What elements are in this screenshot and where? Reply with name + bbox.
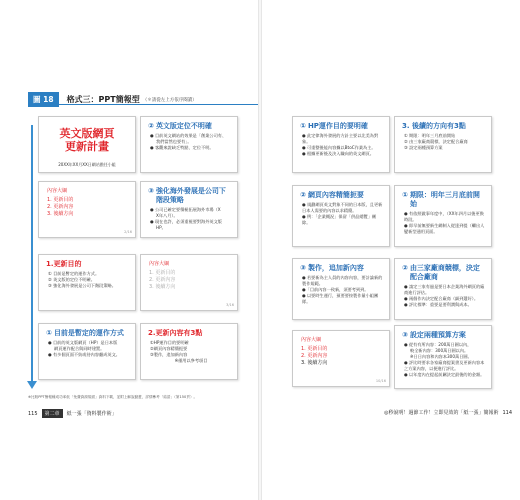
toc-item: 3. 後續方向 bbox=[47, 211, 74, 217]
slide-produce bbox=[292, 258, 390, 320]
slide-heading bbox=[141, 324, 237, 340]
bullet: ● 目前英文網站的效果是「創業公司有、 bbox=[150, 133, 227, 138]
bullet: ● 兩個作內決定配合廠商（細到選好）。 bbox=[404, 296, 479, 301]
slide-hp-purpose bbox=[292, 116, 390, 173]
slide-body bbox=[141, 133, 237, 151]
bullet: ● 目前的英文版網頁（HP）是日本版 bbox=[48, 340, 118, 345]
slide-number-circle: ③ bbox=[148, 187, 154, 195]
bullet: ● 現在也許，必須重視要對海外英文版 bbox=[150, 219, 222, 224]
slide-title: 期限：明年三月底前開始 bbox=[409, 191, 480, 208]
slide-toc bbox=[140, 254, 238, 311]
reading-order-arrow bbox=[31, 125, 33, 383]
figure-title: 格式三：PPT簡報型 bbox=[66, 95, 140, 104]
slide-budget bbox=[394, 325, 492, 389]
slide-body bbox=[293, 202, 389, 226]
page-number-left: 115 bbox=[28, 410, 38, 417]
toc-item: 2. 更新內容 bbox=[301, 353, 328, 359]
slide-heading bbox=[395, 117, 491, 133]
slide-title: 2.更新內容有3點 bbox=[148, 329, 203, 337]
slide-heading bbox=[395, 326, 491, 342]
bullet-cont: X年八月）。 bbox=[156, 213, 178, 218]
slide-number-circle: ① bbox=[300, 122, 306, 130]
slide-deadline bbox=[394, 185, 492, 247]
slide-temporary bbox=[38, 323, 136, 380]
left-page bbox=[0, 0, 258, 500]
slide-body bbox=[39, 340, 135, 358]
left-footer bbox=[28, 409, 117, 418]
bullet: ①HP運作目的要明確 bbox=[150, 340, 189, 345]
slide-page-number: 2/16 bbox=[124, 230, 132, 234]
slide-title: 設定兩種預算方案 bbox=[409, 331, 466, 339]
slide-heading bbox=[293, 186, 389, 202]
toc-item: 1. 更新目的 bbox=[301, 346, 328, 352]
book-title: ◎秒說明！過節工作！立即見效的「紙一張」簡報術 bbox=[384, 410, 499, 416]
figure-note: （＊請從左上方依序閱讀） bbox=[142, 97, 197, 103]
toc-item: 2. 更新內容 bbox=[149, 277, 176, 283]
toc-item: 2. 更新內容 bbox=[47, 204, 74, 210]
bullet: ● 以年度內在提起前屬決定最後的的金額。 bbox=[404, 372, 485, 377]
figure-badge: 圖 18 bbox=[28, 92, 59, 107]
bullet-cont: HP。 bbox=[156, 225, 166, 230]
slide-toc bbox=[292, 330, 390, 387]
bullet: ② 英文版的定位不明確。 bbox=[48, 277, 95, 282]
toc-title: 內容大綱 bbox=[149, 261, 170, 267]
slide-page-number: 10/16 bbox=[375, 379, 386, 383]
chapter-title: 紙一張「資料製作術」 bbox=[66, 411, 117, 417]
slide-heading bbox=[293, 117, 389, 133]
slide-title: 1.更新目的 bbox=[46, 260, 82, 268]
bullet: ① 目前是暫定的運作方式。 bbox=[48, 271, 100, 276]
slide-strengthen bbox=[140, 181, 238, 238]
bullet: ② 由三家廠商競標，決定配合廠商 bbox=[404, 139, 468, 144]
bullet: ● 根據更新後及決入職向的英文網頁。 bbox=[302, 151, 374, 156]
slide-purpose bbox=[38, 254, 136, 311]
bullet-note: ※日日內容和內容本300萬日圓。 bbox=[410, 354, 472, 359]
bullet: ① 期限：明年三月底前開始 bbox=[404, 133, 456, 138]
slide-body bbox=[39, 271, 135, 289]
bullet: ● 例：「企業概況」保留「供品總覽」刪除。 bbox=[302, 214, 377, 225]
slide-number-circle: ③ bbox=[402, 331, 408, 339]
slide-heading bbox=[293, 259, 389, 275]
bullet: ● 從有有所內容：200萬日圓以內， bbox=[404, 342, 472, 347]
right-page bbox=[262, 0, 520, 500]
figure-rule bbox=[28, 104, 258, 105]
slide-body bbox=[293, 275, 389, 305]
page-number-right: 114 bbox=[502, 409, 512, 416]
cover-date: 20XX年XX月XX日網站擔任小組 bbox=[58, 162, 116, 167]
toc-title: 內容大綱 bbox=[47, 188, 68, 194]
slide-heading bbox=[39, 324, 135, 340]
slide-body bbox=[141, 340, 237, 364]
slide-number-circle: ② bbox=[300, 191, 306, 199]
toc-item: 3. 後續方向 bbox=[149, 284, 176, 290]
slide-english-problem bbox=[140, 116, 238, 173]
slide-title: 製作，追加新內容 bbox=[307, 264, 364, 272]
cover-title-line1: 英文版網頁 bbox=[59, 127, 115, 140]
bullet-cont: 網頁運作配合與同時建置。 bbox=[54, 346, 105, 351]
slide-direction bbox=[394, 116, 492, 173]
slide-title: 英文版定位不明確 bbox=[155, 122, 212, 130]
slide-body bbox=[395, 133, 491, 151]
chapter-label: 第二章 bbox=[42, 409, 63, 418]
bullet: ● 規劃網頁英文對象不同的日本版，且更新日本人需要的內容以求精簡。 bbox=[302, 202, 383, 213]
slide-body bbox=[395, 342, 491, 378]
slide-title: 網頁內容精簡扼要 bbox=[307, 191, 364, 199]
bullet: ③ 設定兩種預算方案 bbox=[404, 145, 443, 150]
slide-heading bbox=[141, 117, 237, 133]
slide-heading bbox=[395, 259, 491, 284]
arrow-down-icon bbox=[27, 381, 37, 389]
toc-item: 3. 後續方向 bbox=[301, 360, 328, 366]
bullet: ● 請定三家有過是要日本企業海外網頁的廠商進行評估。 bbox=[404, 284, 485, 295]
slide-title: 強化海外發展是公司下階段策略 bbox=[155, 187, 226, 204]
slide-body bbox=[395, 211, 491, 235]
bullet: ● 此定律海外發展的方針主要以北美為對象。 bbox=[302, 133, 379, 144]
bullet: ● 即早前無要新生網制入從達到提（繼出人變新型通用頁面。 bbox=[404, 223, 485, 234]
bullet: ● 可重整後能內容據以BtoC作業為主。 bbox=[302, 145, 376, 150]
footnote: ※比較PPT簡報種成功率低「免費資源規面」資料下載，並附上解說動畫，詳情參考「結語」（第150頁）。 bbox=[28, 395, 198, 399]
slide-content bbox=[140, 323, 238, 380]
toc-item: 1. 更新目的 bbox=[47, 197, 74, 203]
slide-title: 目前是暫定的運作方式 bbox=[53, 329, 124, 337]
slide-title: 由三家廠商競標，決定配合廠商 bbox=[409, 264, 480, 281]
bullet-cont: 我們當然也要有」。 bbox=[156, 139, 192, 144]
slide-body bbox=[141, 207, 237, 231]
bullet: ●「目前內容一致新，須要考到到。 bbox=[302, 287, 369, 292]
bullet: ● 以要時生運行，預要要按製作量小組團隊。 bbox=[302, 293, 379, 304]
bullet: ● 客觀來說缺乏特點、定位不明。 bbox=[150, 145, 214, 150]
slide-toc bbox=[38, 181, 136, 238]
slide-heading bbox=[39, 255, 135, 271]
slide-concise bbox=[292, 185, 390, 247]
slide-cover bbox=[38, 116, 136, 173]
bullet: ● 評比時要求各家廠商提案書及更新內容本之方案內容，以便進行評比。 bbox=[404, 360, 485, 371]
slide-number-circle: ① bbox=[46, 329, 52, 337]
bullet-cont: 較全新內容：300萬日圓以內。 bbox=[410, 348, 469, 353]
slide-number-circle: ③ bbox=[300, 264, 306, 272]
bullet: ● 有依照做事年度中，（XX年四月以後更換時段。 bbox=[404, 211, 484, 222]
slide-number-circle: ① bbox=[402, 191, 408, 199]
slide-heading bbox=[395, 186, 491, 211]
slide-body bbox=[395, 284, 491, 308]
bullet: ②網頁內容精簡扼要 bbox=[150, 346, 188, 351]
slide-number-circle: ② bbox=[148, 122, 154, 130]
bullet: ● 若要新為主人員的內容內容，要計論新的製作規範。 bbox=[302, 275, 383, 286]
cover-title-line2: 更新計畫 bbox=[65, 140, 109, 153]
slide-body bbox=[293, 133, 389, 157]
right-footer bbox=[384, 409, 512, 416]
slide-title: HP運作目的要明確 bbox=[307, 122, 368, 130]
bullet: ● 公司已確定要積極拓展海外市場（X bbox=[150, 207, 221, 212]
slide-heading bbox=[141, 182, 237, 207]
bullet: ③製作，追加新內容 bbox=[150, 352, 188, 357]
bullet: ③ 強化海外發展是公司下階段策略。 bbox=[48, 283, 116, 288]
toc-title: 內容大綱 bbox=[301, 337, 322, 343]
bullet-note: ※僅用以參考項目 bbox=[174, 358, 208, 363]
bullet: ● 評比標準：重要是要利潤與成本。 bbox=[404, 302, 472, 307]
slide-page-number: 3/16 bbox=[226, 303, 234, 307]
slide-title: 3. 後續的方向有3點 bbox=[402, 122, 466, 130]
slide-vendor bbox=[394, 258, 492, 320]
bullet: ● 有多個頁面不妨或待內容翻成英文。 bbox=[48, 352, 120, 357]
toc-item: 1. 更新目的 bbox=[149, 270, 176, 276]
slide-number-circle: ② bbox=[402, 264, 408, 272]
